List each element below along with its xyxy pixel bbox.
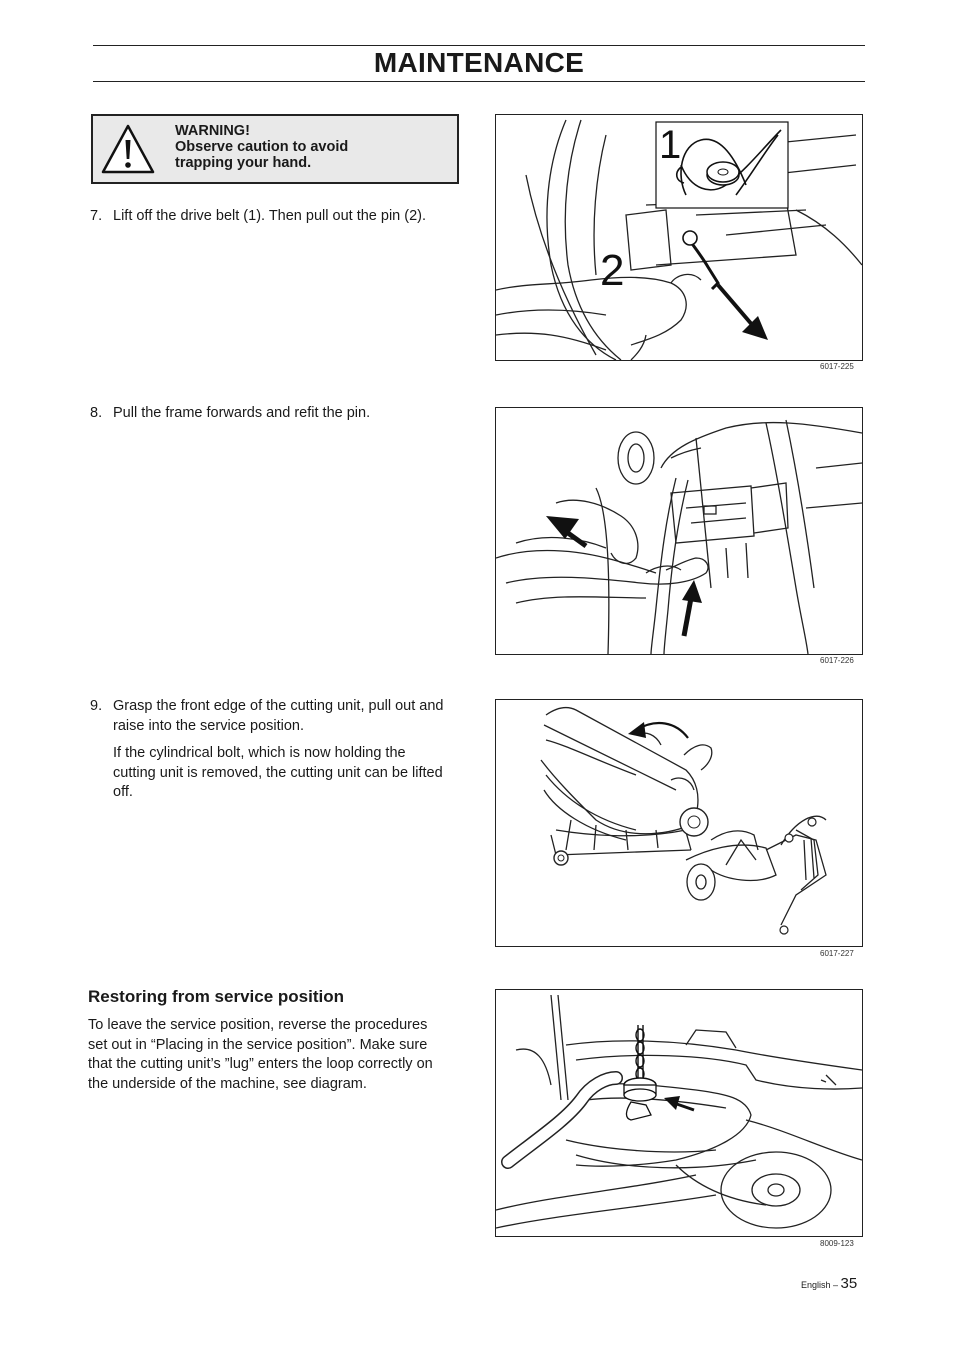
figure-frame-pin-illustration [496, 408, 862, 654]
step-text: Grasp the front edge of the cutting unit, pull out and raise into the service position. [113, 698, 444, 734]
header-top-rule [93, 45, 865, 46]
figure-code: 6017-225 [820, 362, 854, 371]
figure-drive-belt [495, 114, 863, 361]
footer-language: English – [801, 1280, 841, 1290]
step-8 [90, 404, 440, 424]
figure-service-position [495, 699, 863, 947]
warning-line: Observe caution to avoid [175, 139, 349, 155]
figure-code: 6017-226 [820, 656, 854, 665]
section-heading: Restoring from service position [88, 987, 344, 1006]
step-7 [90, 207, 440, 227]
warning-triangle-icon [101, 123, 155, 175]
page-footer [801, 1275, 857, 1292]
callout-1: 1 [659, 123, 682, 167]
figure-frame-pin [495, 407, 863, 655]
figure-drive-belt-illustration [496, 115, 862, 360]
figure-underside-loop-illustration [496, 990, 862, 1236]
figure-code: 8009-123 [820, 1239, 854, 1248]
step-number: 7. [90, 208, 103, 224]
header-bottom-rule [93, 81, 865, 82]
warning-text [175, 123, 348, 171]
step-9 [90, 697, 452, 803]
page-title: MAINTENANCE [373, 47, 585, 78]
page-number: 35 [840, 1275, 858, 1292]
step-number: 8. [90, 405, 103, 421]
figure-underside-loop [495, 989, 863, 1237]
step-number: 9. [90, 698, 103, 714]
warning-line: trapping your hand. [175, 155, 312, 171]
callout-2: 2 [600, 246, 625, 295]
section-body: To leave the service position, reverse the procedures set out in “Placing in the service position”. Make sure that the cutting unit’s ”lug” enters the loop correctly on the underside of the machine, see diagram. [88, 1017, 433, 1092]
figure-service-position-illustration [496, 700, 862, 946]
warning-title: WARNING! [175, 123, 250, 139]
step-note: If the cylindrical bolt, which is now holding the cutting unit is removed, the cutting unit can be lifted off. [113, 745, 443, 800]
figure-code: 6017-227 [820, 949, 854, 958]
step-text: Lift off the drive belt (1). Then pull out the pin (2). [113, 208, 427, 224]
warning-box [91, 114, 459, 184]
step-text: Pull the frame forwards and refit the pin. [113, 405, 371, 421]
